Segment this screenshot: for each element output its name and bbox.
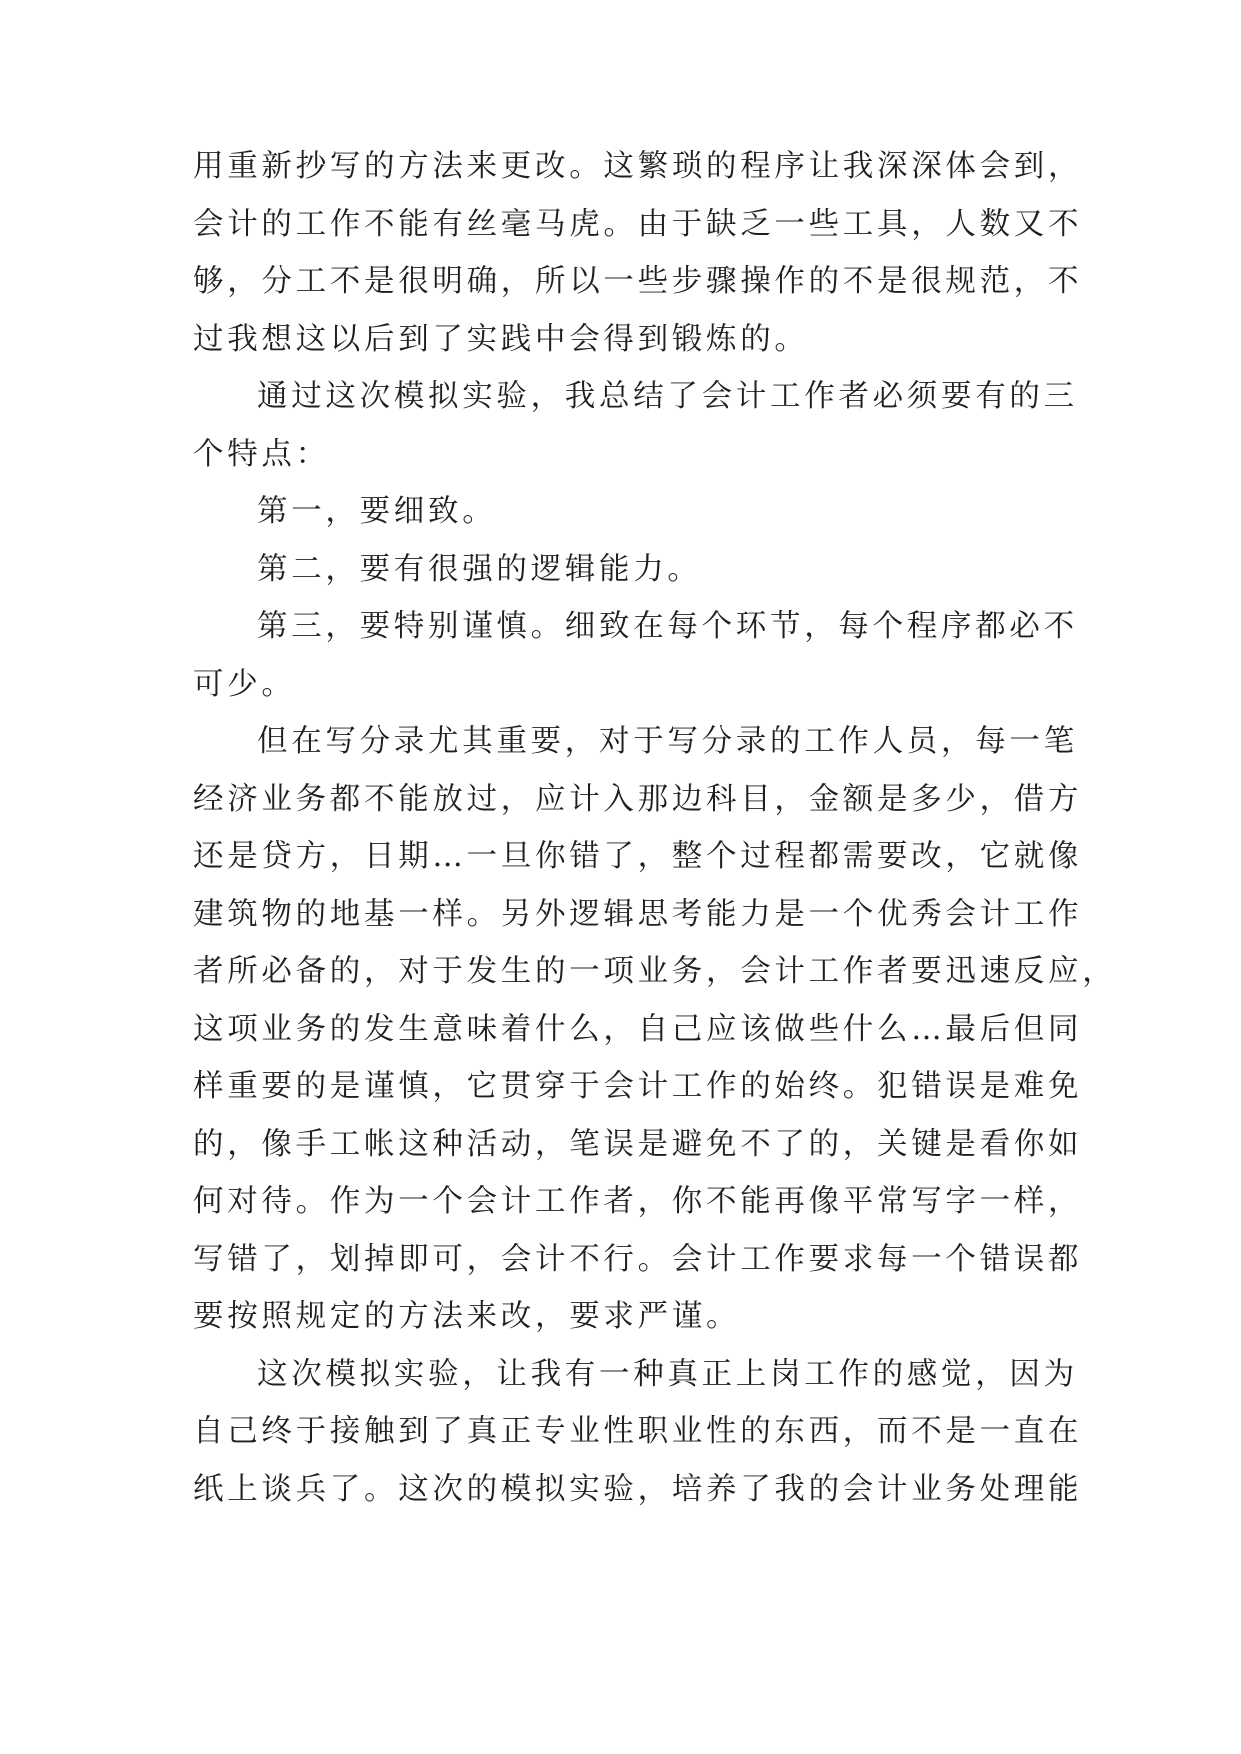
text-line: 者所必备的，对于发生的一项业务，会计工作者要迅速反应， xyxy=(193,954,1117,989)
text-line: 何对待。作为一个会计工作者，你不能再像平常写字一样， xyxy=(193,1184,1083,1219)
text-line: 个特点： xyxy=(193,436,330,472)
text-line: 自己终于接触到了真正专业性职业性的东西，而不是一直在 xyxy=(193,1414,1083,1449)
text-line: 还是贷方，日期…一旦你错了，整个过程都需要改，它就像 xyxy=(193,839,1083,874)
text-line: 第三，要特别谨慎。细致在每个环节，每个程序都必不 xyxy=(257,609,1078,644)
text-line: 用重新抄写的方法来更改。这繁琐的程序让我深深体会到， xyxy=(193,149,1083,184)
text-line: 这次模拟实验，让我有一种真正上岗工作的感觉，因为 xyxy=(257,1356,1078,1392)
text-line: 样重要的是谨慎，它贯穿于会计工作的始终。犯错误是难免 xyxy=(193,1069,1083,1104)
text-line: 第二，要有很强的逻辑能力。 xyxy=(257,551,702,587)
text-line: 纸上谈兵了。这次的模拟实验，培养了我的会计业务处理能 xyxy=(193,1471,1083,1507)
text-line: 写错了，划掉即可，会计不行。会计工作要求每一个错误都 xyxy=(193,1241,1083,1277)
text-line: 建筑物的地基一样。另外逻辑思考能力是一个优秀会计工作 xyxy=(193,896,1083,932)
text-line: 够，分工不是很明确，所以一些步骤操作的不是很规范，不 xyxy=(193,264,1083,299)
document-body xyxy=(193,138,1117,1518)
text-line: 可少。 xyxy=(193,666,296,702)
text-line: 要按照规定的方法来改，要求严谨。 xyxy=(193,1299,741,1334)
text-line: 但在写分录尤其重要，对于写分录的工作人员，每一笔 xyxy=(257,724,1078,759)
text-line: 通过这次模拟实验，我总结了会计工作者必须要有的三 xyxy=(257,379,1078,414)
text-line: 会计的工作不能有丝毫马虎。由于缺乏一些工具，人数又不 xyxy=(193,206,1083,242)
text-line: 这项业务的发生意味着什么，自己应该做些什么…最后但同 xyxy=(193,1011,1083,1047)
text-line: 第一，要细致。 xyxy=(257,494,497,529)
text-line: 的，像手工帐这种活动，笔误是避免不了的，关键是看你如 xyxy=(193,1126,1083,1162)
text-line: 经济业务都不能放过，应计入那边科目，金额是多少，借方 xyxy=(193,781,1083,817)
text-line: 过我想这以后到了实践中会得到锻炼的。 xyxy=(193,321,809,357)
